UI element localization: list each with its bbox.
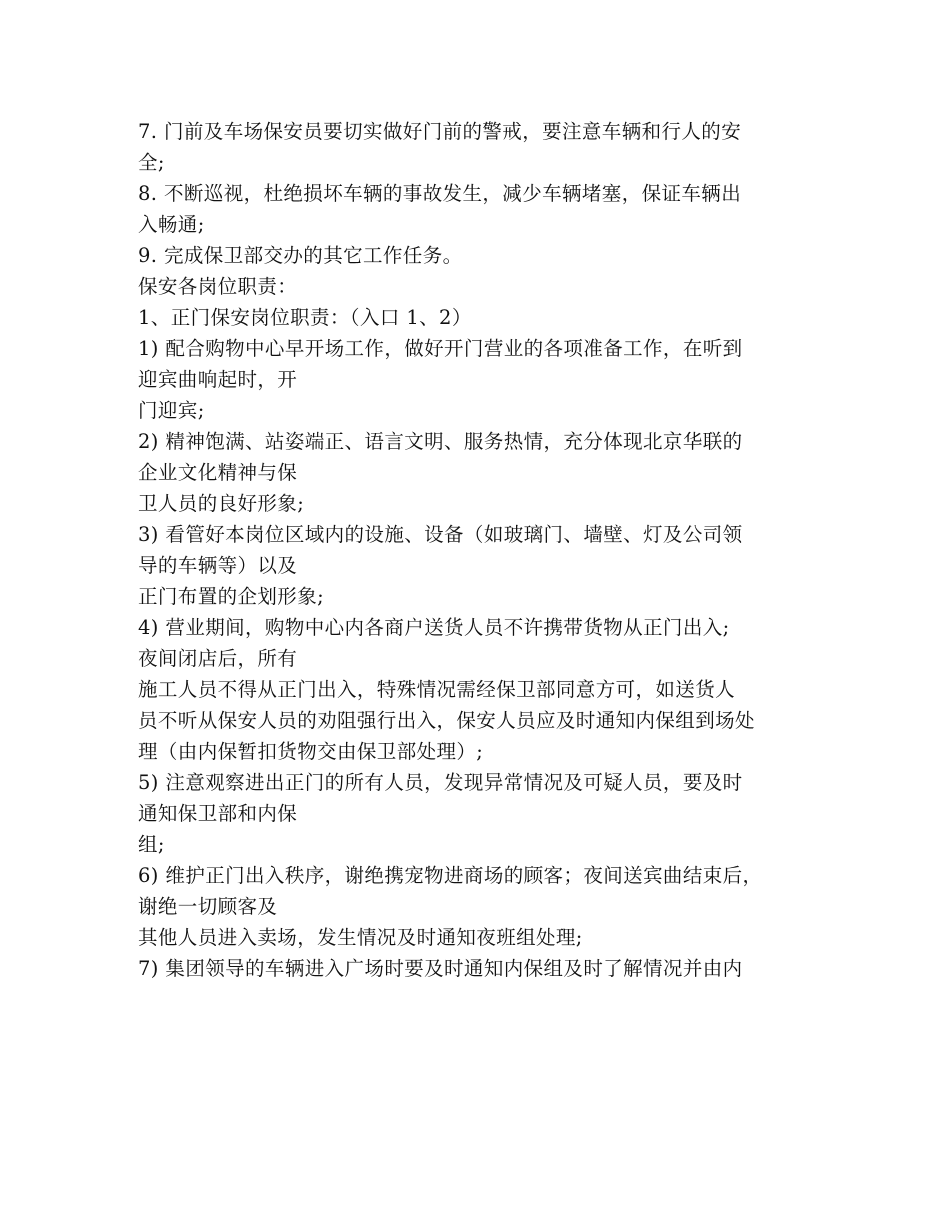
text-line: 正门布置的企划形象; bbox=[138, 585, 325, 608]
text-line: 3) 看管好本岗位区域内的设施、设备（如玻璃门、墙壁、灯及公司领 bbox=[138, 523, 743, 546]
text-line: 2) 精神饱满、站姿端正、语言文明、服务热情，充分体现北京华联的 bbox=[138, 430, 743, 453]
text-line: 谢绝一切顾客及 bbox=[138, 895, 278, 918]
text-line: 5) 注意观察进出正门的所有人员，发现异常情况及可疑人员，要及时 bbox=[138, 771, 743, 794]
text-line: 1) 配合购物中心早开场工作，做好开门营业的各项准备工作，在听到 bbox=[138, 337, 743, 360]
text-line: 9. 完成保卫部交办的其它工作任务。 bbox=[138, 244, 463, 267]
text-line: 入畅通; bbox=[138, 213, 205, 236]
text-line: 7) 集团领导的车辆进入广场时要及时通知内保组及时了解情况并由内 bbox=[138, 957, 743, 980]
text-line: 员不听从保安人员的劝阻强行出入，保安人员应及时通知内保组到场处 bbox=[138, 709, 755, 732]
text-line: 其他人员进入卖场，发生情况及时通知夜班组处理; bbox=[138, 926, 583, 949]
text-line: 通知保卫部和内保 bbox=[138, 802, 298, 825]
text-line: 卫人员的良好形象; bbox=[138, 492, 305, 515]
text-line: 组; bbox=[138, 833, 165, 856]
text-line: 全; bbox=[138, 151, 165, 174]
text-line: 施工人员不得从正门出入，特殊情况需经保卫部同意方可，如送货人 bbox=[138, 678, 736, 701]
text-line: 4) 营业期间，购物中心内各商户送货人员不许携带货物从正门出入; bbox=[138, 616, 730, 639]
text-line: 夜间闭店后，所有 bbox=[138, 647, 298, 670]
section-heading: 保安各岗位职责： bbox=[138, 275, 298, 298]
text-line: 6) 维护正门出入秩序，谢绝携宠物进商场的顾客；夜间送宾曲结束后， bbox=[138, 864, 763, 887]
text-line: 门迎宾; bbox=[138, 399, 205, 422]
text-line: 企业文化精神与保 bbox=[138, 461, 298, 484]
subsection-heading: 1、正门保安岗位职责：（入口 1、2） bbox=[138, 306, 472, 329]
text-line: 导的车辆等）以及 bbox=[138, 554, 298, 577]
text-line: 迎宾曲响起时，开 bbox=[138, 368, 298, 391]
text-line: 理（由内保暂扣货物交由保卫部处理）; bbox=[138, 740, 484, 763]
document-body bbox=[138, 116, 838, 984]
text-line: 7. 门前及车场保安员要切实做好门前的警戒，要注意车辆和行人的安 bbox=[138, 120, 742, 143]
text-line: 8. 不断巡视，杜绝损坏车辆的事故发生，减少车辆堵塞，保证车辆出 bbox=[138, 182, 742, 205]
